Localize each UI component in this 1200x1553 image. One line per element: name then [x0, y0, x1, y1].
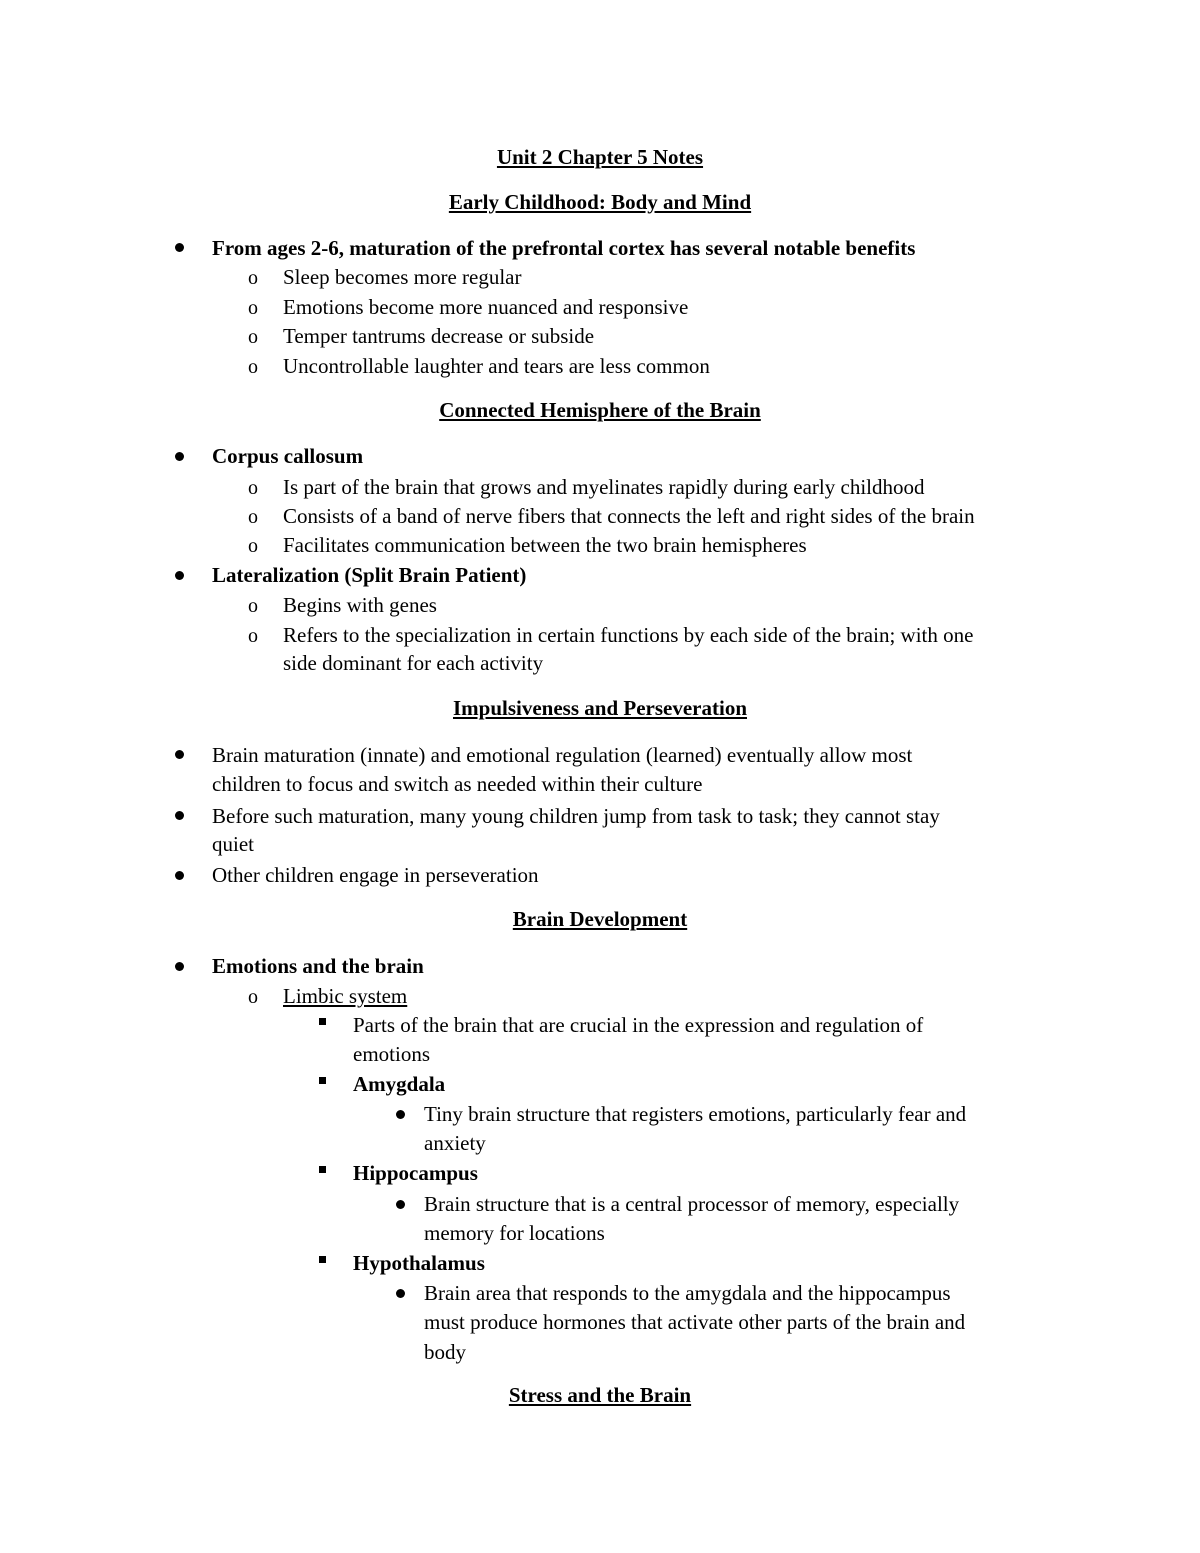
section-heading: Brain Development: [512, 907, 688, 931]
bullet-circle: o: [248, 267, 258, 289]
list-item-line: memory for locations: [424, 1221, 605, 1245]
list-item: Other children engage in perseveration: [212, 863, 539, 887]
list-item: Hypothalamus: [353, 1251, 485, 1275]
list-item: Emotions and the brain: [212, 954, 424, 978]
list-item-line: side dominant for each activity: [283, 651, 544, 675]
list-item: Lateralization (Split Brain Patient): [212, 563, 527, 587]
bullet-dot: [175, 452, 184, 461]
bullet-dot: [175, 571, 184, 580]
list-item: Emotions become more nuanced and responsive: [283, 295, 689, 319]
bullet-circle: o: [248, 297, 258, 319]
bullet-dot: [175, 962, 184, 971]
list-item: Facilitates communication between the two brain hemispheres: [283, 533, 807, 557]
list-item: Sleep becomes more regular: [283, 265, 522, 289]
section-heading: Impulsiveness and Perseveration: [453, 696, 747, 720]
bullet-circle: o: [248, 326, 258, 348]
section-heading: Early Childhood: Body and Mind: [448, 190, 752, 214]
list-item-line: emotions: [353, 1042, 430, 1066]
list-item: From ages 2-6, maturation of the prefrontal cortex has several notable benefits: [212, 236, 916, 260]
list-item-line: children to focus and switch as needed within their culture: [212, 772, 703, 796]
bullet-square: [319, 1256, 326, 1263]
bullet-circle: o: [248, 506, 258, 528]
list-item-line: Brain area that responds to the amygdala and the hippocampus: [424, 1281, 951, 1305]
list-item-line: Parts of the brain that are crucial in the expression and regulation of: [353, 1013, 924, 1037]
list-item: Begins with genes: [283, 593, 437, 617]
bullet-dot: [175, 750, 184, 759]
list-item-line: Brain maturation (innate) and emotional regulation (learned) eventually allow most: [212, 743, 913, 767]
bullet-dot: [175, 243, 184, 252]
bullet-dot: [175, 811, 184, 820]
bullet-circle: o: [248, 625, 258, 647]
list-item: Corpus callosum: [212, 444, 364, 468]
section-heading: Stress and the Brain: [508, 1383, 692, 1407]
list-item-line: anxiety: [424, 1131, 486, 1155]
list-item: Limbic system: [283, 984, 408, 1008]
bullet-circle: o: [248, 535, 258, 557]
bullet-square: [319, 1166, 326, 1173]
bullet-square: [319, 1077, 326, 1084]
list-item: Amygdala: [353, 1072, 446, 1096]
list-item: Hippocampus: [353, 1161, 478, 1185]
list-item: Consists of a band of nerve fibers that connects the left and right sides of the brain: [283, 504, 975, 528]
bullet-circle: o: [248, 356, 258, 378]
list-item-line: body: [424, 1340, 466, 1364]
bullet-circle: o: [248, 986, 258, 1008]
bullet-dot: [396, 1110, 405, 1119]
list-item-line: Refers to the specialization in certain functions by each side of the brain; with one: [283, 623, 974, 647]
bullet-square: [319, 1018, 326, 1025]
list-item-line: must produce hormones that activate other parts of the brain and: [424, 1310, 966, 1334]
list-item-line: Tiny brain structure that registers emotions, particularly fear and: [424, 1102, 967, 1126]
section-heading: Connected Hemisphere of the Brain: [439, 398, 761, 422]
document-title: Unit 2 Chapter 5 Notes: [496, 145, 704, 169]
list-item-line: quiet: [212, 832, 254, 856]
list-item: Temper tantrums decrease or subside: [283, 324, 595, 348]
bullet-dot: [396, 1289, 405, 1298]
list-item: Is part of the brain that grows and myelinates rapidly during early childhood: [283, 475, 925, 499]
bullet-dot: [396, 1200, 405, 1209]
bullet-dot: [175, 871, 184, 880]
bullet-circle: o: [248, 595, 258, 617]
list-item-line: Before such maturation, many young children jump from task to task; they cannot stay: [212, 804, 940, 828]
bullet-circle: o: [248, 477, 258, 499]
list-item: Uncontrollable laughter and tears are less common: [283, 354, 710, 378]
list-item-line: Brain structure that is a central processor of memory, especially: [424, 1192, 960, 1216]
